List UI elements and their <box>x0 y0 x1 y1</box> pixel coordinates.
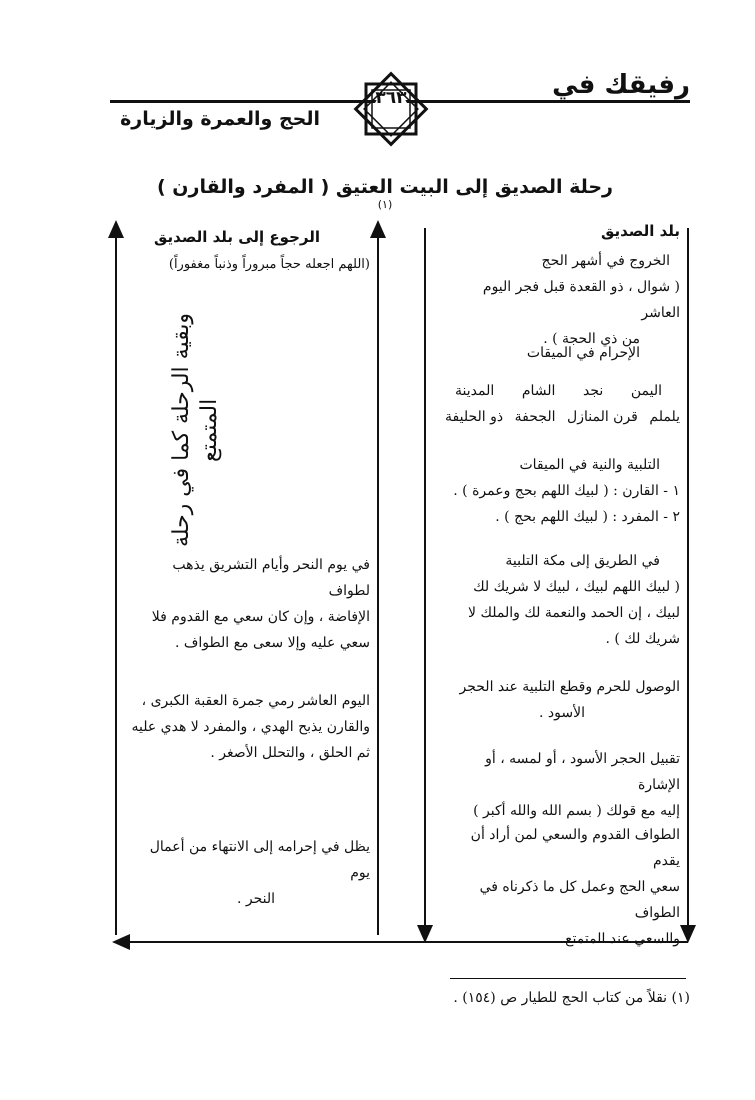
tawaf-line-2: سعي الحج وعمل كل ما ذكرناه في الطواف <box>479 879 680 921</box>
miqat-qarn: قرن المنازل <box>567 409 638 425</box>
footnote: (١) نقلاً من كتاب الحج للطيار ص (١٥٤) . <box>453 990 690 1006</box>
talbiya-line-1: ( لبيك اللهم لبيك ، لبيك لا شريك لك <box>473 579 680 595</box>
tenth-line-3: ثم الحلق ، والتحلل الأصغر . <box>210 745 370 761</box>
book-subtitle: الحج والعمرة والزيارة <box>120 108 320 130</box>
page-number: ٣٦٣ <box>375 88 407 108</box>
rest-of-journey-note: وبقية الرحلة كما في رحلة المتمتع <box>169 313 222 547</box>
nahr-line-3: سعي عليه وإلا سعى مع الطواف . <box>174 635 370 651</box>
right-block-arrival <box>440 674 680 726</box>
departure-line-2: ( شوال ، ذو القعدة قبل فجر اليوم العاشر <box>482 279 680 321</box>
miqat-juhfa: الجحفة <box>514 409 556 425</box>
left-block-tenth-day <box>130 688 370 766</box>
right-block-tawaf-qudum <box>440 822 680 952</box>
footnote-rule <box>450 978 686 979</box>
city-madinah: المدينة <box>455 383 495 399</box>
city-najd: نجد <box>582 383 604 399</box>
tawaf-line-3: والسعي عند المتمتع . <box>556 931 680 947</box>
book-title: رفيقك في <box>552 70 690 100</box>
arrival-line-1: الوصول للحرم وقطع التلبية عند الحجر <box>459 679 680 695</box>
cities-row <box>445 378 680 430</box>
qarin-talbiya: ١ - القارن : ( لبيك اللهم بحج وعمرة ) . <box>453 483 680 499</box>
left-block-ihram-remains <box>130 834 370 912</box>
mufrid-talbiya: ٢ - المفرد : ( لبيك اللهم بحج ) . <box>495 509 680 525</box>
return-dua: (اللهم اجعله حجاً مبروراً وذنباً مغفوراً) <box>168 257 370 272</box>
remain-line-2: النحر . <box>236 891 275 907</box>
remain-line-1: يظل في إحرامه إلى الانتهاء من أعمال يوم <box>149 839 370 881</box>
tenth-line-2: والقارن يذبح الهدي ، والمفرد لا هدي عليه <box>131 719 370 735</box>
city-yemen: اليمن <box>630 383 662 399</box>
departure-line-1: الخروج في أشهر الحج <box>541 253 670 269</box>
page-title-text: رحلة الصديق إلى البيت العتيق ( المفرد والقارن ) <box>157 176 613 198</box>
tawaf-line-1: الطواف القدوم والسعي لمن أراد أن يقدم <box>470 827 680 869</box>
talbiya-line-3: شريك لك ) . <box>605 631 680 647</box>
departure-line-3: من ذي الحجة ) . <box>543 331 640 347</box>
arrival-line-2: الأسود . <box>539 705 585 721</box>
kissing-line-2: إليه مع قولك ( بسم الله والله أكبر ) <box>473 803 680 819</box>
nahr-line-1: في يوم النحر وأيام التشريق يذهب لطواف <box>172 557 370 599</box>
talbiya-line-2: لبيك ، إن الحمد والنعمة لك والملك لا <box>468 605 680 621</box>
nahr-line-2: الإفاضة ، وإن كان سعي مع القدوم فلا <box>151 609 370 625</box>
way-heading: في الطريق إلى مكة التلبية <box>505 553 660 569</box>
right-block-talbiya-niyya <box>440 452 680 530</box>
right-block-kissing-stone <box>440 746 680 824</box>
cities-list <box>445 378 680 404</box>
left-block-nahr-days <box>130 552 370 656</box>
tenth-line-1: اليوم العاشر رمي جمرة العقبة الكبرى ، <box>141 693 370 709</box>
miqat-dhul-hulaifa: ذو الحليفة <box>445 409 504 425</box>
kissing-line-1: تقبيل الحجر الأسود ، أو لمسه ، أو الإشارة <box>485 751 680 793</box>
left-column-heading: الرجوع إلى بلد الصديق <box>154 228 320 246</box>
title-note-ref: (١) <box>377 198 393 211</box>
city-sham: الشام <box>521 383 556 399</box>
miqats-list <box>445 404 680 430</box>
miqat-yalamlam: يلملم <box>649 409 680 425</box>
right-block-ihram: الإحرام في الميقات <box>526 345 640 361</box>
right-block-way-to-makkah <box>440 548 680 652</box>
right-column-heading: بلد الصديق <box>600 222 680 240</box>
right-block-departure <box>440 248 680 352</box>
talbiya-heading: التلبية والنية في الميقات <box>519 457 660 473</box>
